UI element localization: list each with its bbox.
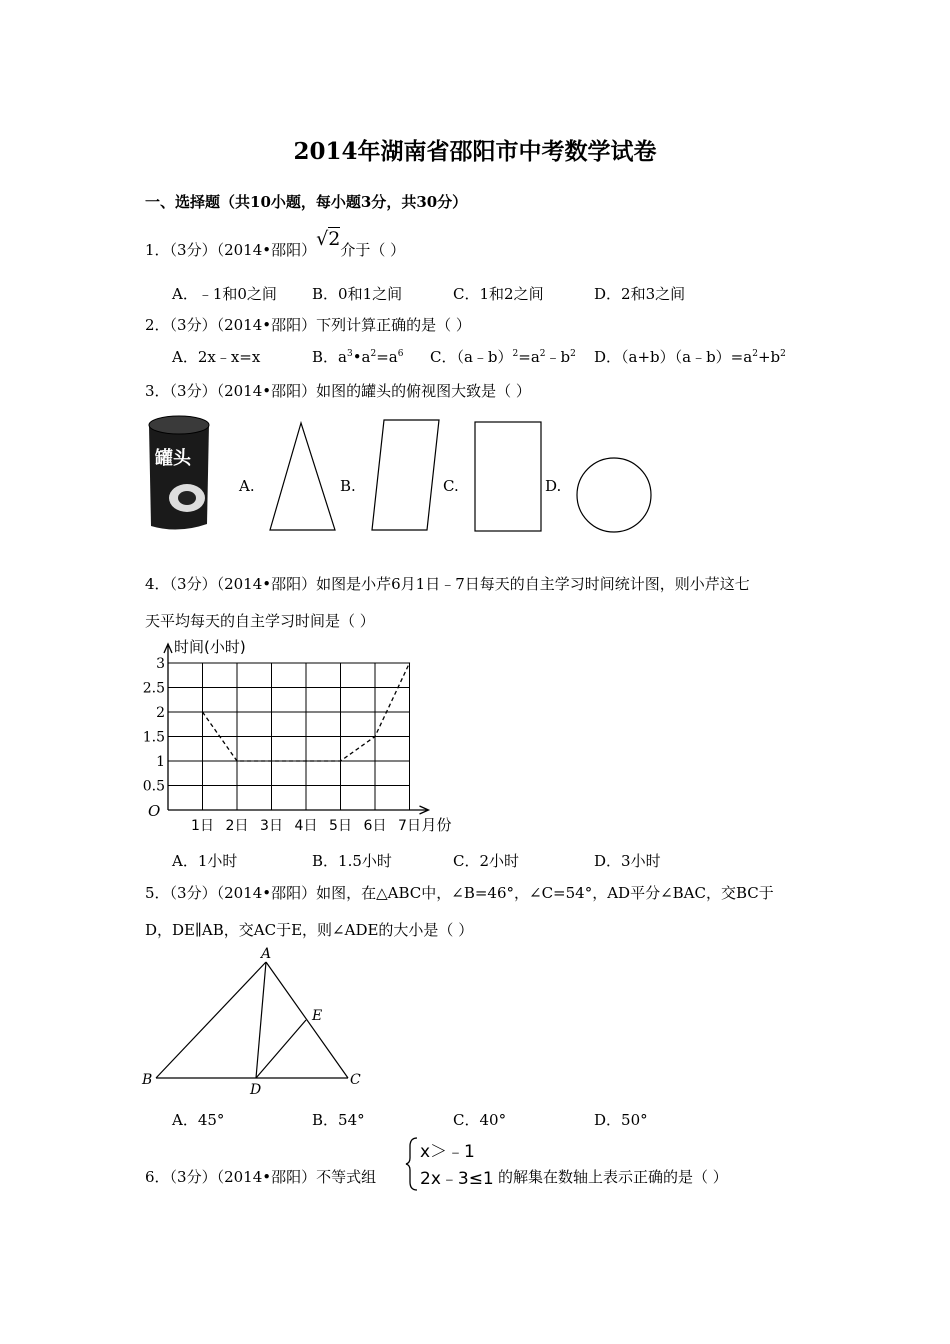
side-ac [266,962,348,1078]
q4-option-d: D．3小时 [594,852,661,870]
y-tick-label: 2.5 [142,680,165,697]
point-c-label: C [350,1072,361,1088]
page-title: 2014年湖南省邵阳市中考数学试卷 [293,138,657,165]
x-tick-label: 2日 [225,818,249,834]
question-5-line-1: 5．（3分）（2014•邵阳）如图，在△ABC中，∠B=46°，∠C=54°，AD平分∠BAC，交BC于 [145,884,774,902]
question-6-prefix: 6．（3分）（2014•邵阳）不等式组 [145,1168,377,1186]
q2-option-b: B．$a^3•a^2=a^6$ [312,348,404,366]
can-body [149,419,209,529]
q2-option-d: D．$(a+b)(a﹣b)=a^2+b^2$ [594,348,786,366]
segment-de [256,1020,306,1078]
x-tick-label: 7日 [398,818,421,834]
chart-y-ticks [143,656,165,795]
q1-option-b: B．0和1之间 [312,285,403,303]
question-1-suffix: 介于（ ） [340,241,406,259]
chart-origin-label: O [148,802,161,820]
can-top [149,416,209,434]
chart-x-axis-label: 月份 [421,816,452,834]
data-point [305,760,306,761]
triangle-abc-figure [140,944,370,1098]
point-b-label: B [142,1072,153,1088]
q4-option-a: A．1小时 [172,852,238,870]
circle-shape [574,455,656,537]
point-a-label: A [261,946,272,962]
can-emblem-inner [178,491,196,505]
radicand: 2 [328,228,341,250]
data-point [374,736,375,737]
y-tick-label: 2 [156,705,165,721]
question-4-line-1: 4．（3分）（2014•邵阳）如图是小芹6月1日﹣7日每天的自主学习时间统计图，则小芹这七 [145,575,750,593]
y-tick-label: 1.5 [142,729,165,746]
x-tick-label: 6日 [363,818,387,834]
point-e-label: E [312,1008,323,1024]
q5-option-d: D．50° [594,1111,648,1129]
q4-option-b: B．1.5小时 [312,852,392,870]
parallelogram-shape [370,418,442,534]
q5-option-a: A．45° [172,1111,225,1129]
q3-label-b: B. [340,477,356,495]
q1-option-d: D．2和3之间 [594,285,686,303]
chart-x-ticks [191,818,421,834]
data-point [340,760,341,761]
question-6-suffix: 的解集在数轴上表示正确的是（ ） [498,1168,728,1186]
q3-label-c: C. [443,477,459,495]
study-time-chart [138,634,458,836]
q3-label-a: A. [239,477,255,495]
point-d-label: D [250,1082,262,1098]
y-tick-label: 0.5 [142,778,165,795]
brace-icon [405,1136,419,1192]
chart-y-axis-label: 时间(小时) [174,638,246,656]
q2-option-a: A．2x﹣x=x [172,348,261,366]
question-5-line-2: D，DE∥AB，交AC于E，则∠ADE的大小是（ ） [145,921,474,939]
data-point [236,760,237,761]
question-3-stem: 3．（3分）（2014•邵阳）如图的罐头的俯视图大致是（ ） [145,382,531,400]
chart-grid [168,663,410,810]
sqrt-symbol: √2 [316,228,341,250]
rectangle-shape [473,420,543,534]
y-tick-label: 3 [156,656,165,672]
section-heading: 一、选择题（共10小题，每小题3分，共30分） [145,193,468,211]
data-point [409,662,410,663]
x-tick-label: 4日 [294,818,318,834]
q3-label-d: D. [545,477,562,495]
x-tick-label: 3日 [260,818,283,834]
q5-option-b: B．54° [312,1111,365,1129]
q4-option-c: C．2小时 [453,852,520,870]
inequality-1: x＞﹣1 [420,1142,475,1162]
data-point [202,711,203,712]
can-label: 罐头 [155,448,191,469]
q5-option-c: C．40° [453,1111,507,1129]
y-tick-label: 1 [156,754,165,770]
question-2-stem: 2．（3分）（2014•邵阳）下列计算正确的是（ ） [145,316,471,334]
inequality-2: 2x﹣3≤1 [420,1169,494,1189]
x-tick-label: 1日 [191,818,214,834]
triangle-shape [268,420,338,534]
x-tick-label: 5日 [329,818,352,834]
chart-axes [164,644,429,814]
q1-option-c: C．1和2之间 [453,285,544,303]
q1-option-a: A．﹣1和0之间 [172,285,277,303]
data-point [271,760,272,761]
question-1 [145,228,406,260]
segment-ad [256,962,266,1078]
question-1-prefix: 1．（3分）（2014•邵阳） [145,241,317,259]
side-ab [156,962,266,1078]
can-image [143,412,213,534]
q2-option-c: C．$(a﹣b)^2=a^2﹣b^2$ [430,348,576,366]
question-4-line-2: 天平均每天的自主学习时间是（ ） [145,612,375,630]
